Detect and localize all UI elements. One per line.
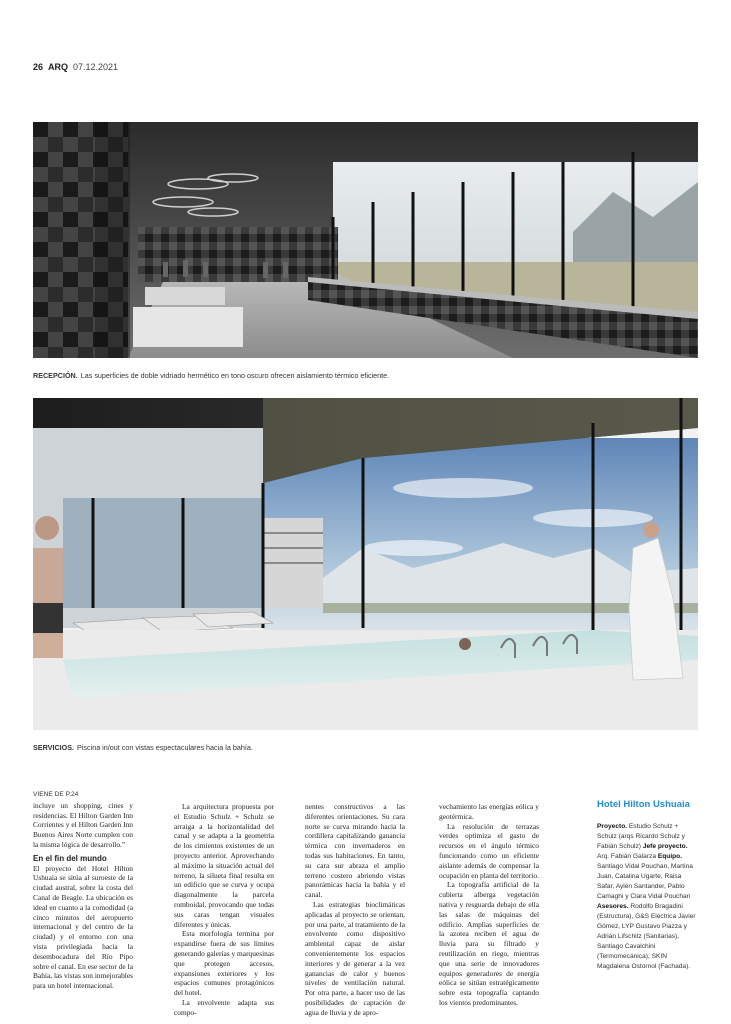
article-column-2 — [174, 802, 274, 1018]
credits-label: Asesores. — [597, 902, 629, 910]
section-name: ARQ — [48, 62, 69, 72]
credits-text — [597, 822, 698, 972]
paragraph: El proyecto del Hotel Hilton Ushuaia se sitúa al suroeste de la ciudad austral, sobre la costa del Canal de Beagle. La ubicación es ideal en cuanto a la comodidad (a cinco minutos del aeropuerto internacional y del centro de la ciudad) y el entorno con una vista privilegiada hacia la desembocadura del Río Pipo sobre el canal. En ese sector de la Bahía, las vistas son inmejorables para un hotel internacional. — [33, 863, 133, 991]
reception-caption-text: Las superficies de doble vidriado hermético en tono oscuro ofrecen aislamiento térmico eficiente. — [80, 371, 390, 380]
credits-label: Proyecto. — [597, 822, 628, 830]
article-column-3 — [305, 802, 405, 1018]
pool-caption — [33, 743, 253, 752]
issue-date: 07.12.2021 — [73, 62, 119, 72]
paragraph: La envolvente adapta sus compo- — [174, 997, 274, 1017]
credits-label: Equipo. — [657, 852, 683, 860]
credits-value: Arq. Fabián Galarza — [597, 852, 657, 860]
page-number: 26 — [33, 62, 44, 72]
continued-from: VIENE DE P.24 — [33, 791, 79, 798]
paragraph: La arquitectura propuesta por el Estudio Schulz + Schulz se arraiga a la horizontalidad del canal y se adapta a la geometría de los cimientos existentes de un proyecto anterior. Aprovechando al máximo la situación actual del terreno, la silueta final resulta en un edificio que se curva y ocupa diagonalmente la parcela romboidal, provocando que todas sus caras tengan visuales diferentes y únicas. — [174, 802, 274, 929]
credits-value: Rodolfo Bragadini (Estructura), G&S Eléctrica Javier Gómez, LYP Gustavo Piazza y Adrián Lifschitz (Sanitarias), Santiago Cavalchini (Termomecánica), SKIN Magdalena Ostornol (Fachada). — [597, 902, 696, 970]
paragraph: Las estrategias bioclimáticas aplicadas al proyecto se orientan, por una parte, al tratamiento de la envolvente como dispositivo ambiental capaz de aislar convenientemente los espacios interiores y de generar a la vez ganancias de calor y buenos niveles de ventilación natural. Por otra parte, a hacer uso de las posibilidades de captación de agua de lluvia y de apro- — [305, 899, 405, 1017]
article-column-1 — [33, 790, 133, 991]
reception-caption-label: RECEPCIÓN. — [33, 371, 78, 380]
credits-label: Jefe proyecto. — [642, 842, 688, 850]
credits-title: Hotel Hilton Ushuaia — [597, 799, 690, 810]
reception-caption — [33, 371, 389, 380]
subheading: En el fin del mundo — [33, 853, 107, 863]
credits-value: Santiago Vidal Pouchan, Martina Juan, Catalina Ugarte, Raisa Safar, Aylén Santander, Pablo Camaghi y Clara Vidal Pouchan — [597, 862, 693, 900]
paragraph: La topografía artificial de la cubierta alberga vegetación nativa y resguarda debajo de ella las salas de máquinas del edificio. Amplias superficies de la azotea reciben el agua de lluvia para su filtrado y reutilización en riego, mientras que una serie de innovadores equipos generadores de energía eólica se sitúan estratégicamente sobre esta topografía captando los vientos predominantes. — [439, 880, 539, 1007]
page-header — [33, 62, 118, 72]
paragraph: incluye un shopping, cines y residencias. El Hilton Garden Inn Corrientes y el Hilton Garden Inn Buenos Aires Norte cumplen con la misma lógica de desarrollo.” — [33, 800, 133, 849]
paragraph: Esta morfología termina por expandirse fuera de sus límites generando galerías y marquesinas que protegen accesos, expansiones exteriores y los espacios comunes protagónicos del hotel. — [174, 929, 274, 998]
pool-photo — [33, 398, 698, 730]
credits-value: Estudio Schulz + Schulz (arqs Ricardo Schulz y Fabián Schulz) — [597, 822, 685, 850]
paragraph: vechamiento las energías eólica y geotérmica. — [439, 802, 539, 821]
project-credits — [597, 800, 698, 972]
reception-photo — [33, 122, 698, 358]
paragraph: nentes constructivos a las diferentes orientaciones. Su cara norte se curva mirando hacia la cordillera capitalizando ganancia térmica con invernaderos en todas sus habitaciones. En tanto, su cara sur abraza el amplio terreno costero abriendo vistas panorámicas hacia la bahía y el canal. — [305, 802, 405, 900]
pool-caption-text: Piscina in/out con vistas espectaculares hacia la bahía. — [77, 743, 253, 752]
article-body — [33, 790, 593, 1017]
pool-caption-label: SERVICIOS. — [33, 743, 75, 752]
article-column-4 — [439, 802, 539, 1008]
paragraph: La resolución de terrazas verdes optimiza el gasto de recursos en el ángulo térmico funcionando como un eficiente aislante además de compensar la ocupación en planta del territorio. — [439, 821, 539, 880]
